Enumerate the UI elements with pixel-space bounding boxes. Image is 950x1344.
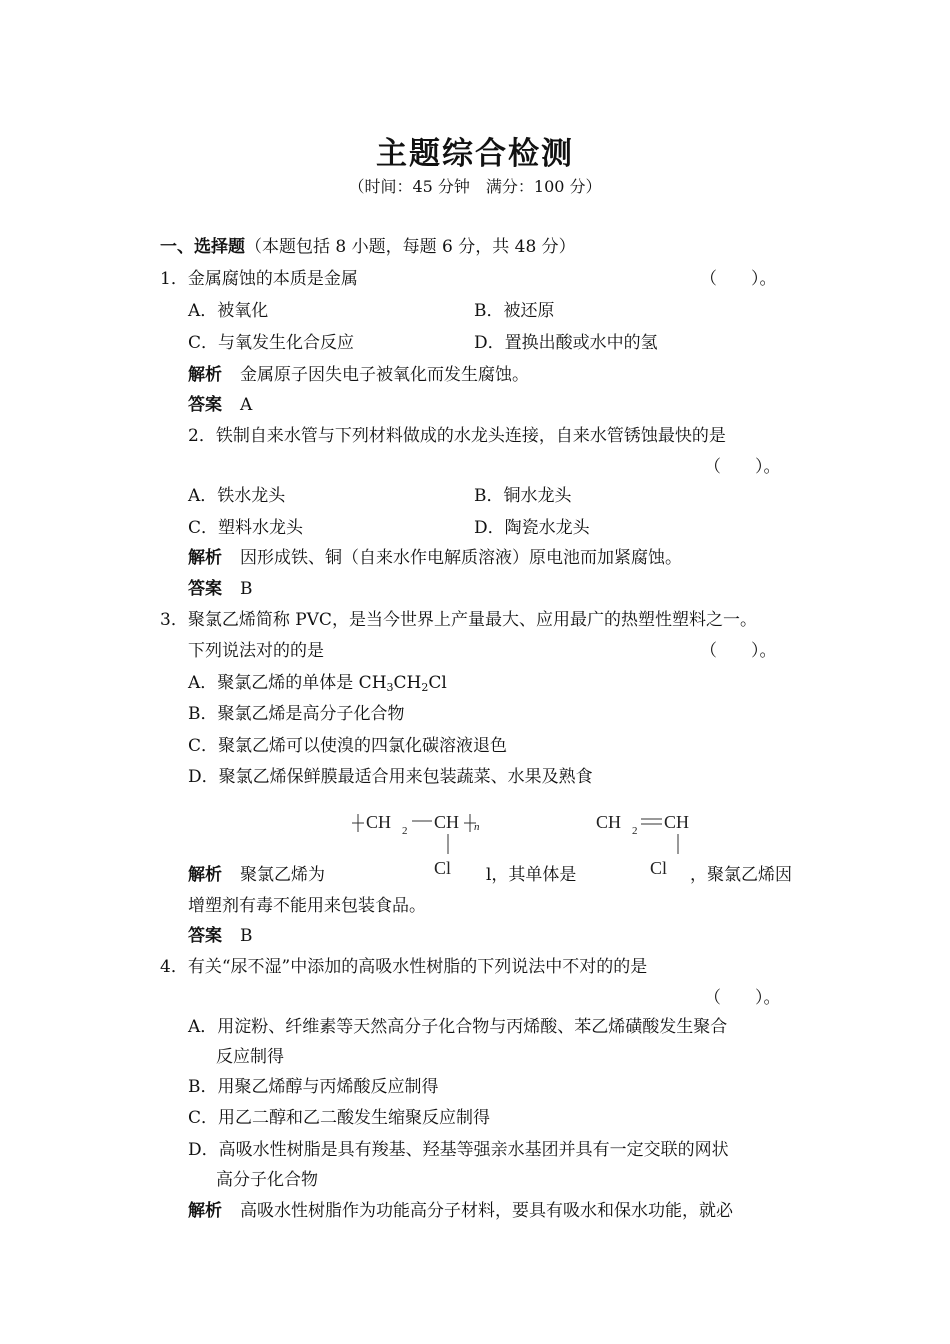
q1-answer-bracket: （ ）。: [700, 269, 777, 289]
answer-label: 答案: [188, 579, 222, 599]
q3-option-a-text: A．聚氯乙烯的单体是 CH: [188, 673, 387, 693]
q1-answer: [188, 394, 252, 416]
q3-analysis: [188, 864, 325, 886]
analysis-label: 解析: [188, 1201, 222, 1221]
q3-option-a-text: CH: [393, 673, 422, 693]
q3-option-d: D．聚氯乙烯保鲜膜最适合用来包装蔬菜、水果及熟食: [188, 767, 593, 787]
q3-answer-value: B: [240, 926, 253, 946]
repeat-n: n: [474, 821, 480, 833]
q3-option-c: C．聚氯乙烯可以使溴的四氯化碳溶液退色: [188, 736, 508, 756]
q1-option-c: C．与氧发生化合反应: [188, 333, 355, 353]
q1-analysis-text: 金属原子因失电子被氧化而发生腐蚀。: [240, 365, 529, 385]
subscript: 2: [402, 825, 408, 837]
q2-option-d: D．陶瓷水龙头: [474, 518, 590, 538]
q3-analysis-text: 聚氯乙烯为: [240, 865, 325, 885]
ch2-group: CH: [366, 812, 392, 832]
q4-option-b: B．用聚乙烯醇与丙烯酸反应制得: [188, 1077, 439, 1097]
cl-atom: Cl: [650, 858, 668, 878]
q2-option-a: A．铁水龙头: [188, 486, 286, 506]
q1-analysis: [188, 364, 529, 386]
q3-option-a-text: Cl: [428, 673, 447, 693]
page-title: 主题综合检测: [376, 136, 574, 172]
analysis-label: 解析: [188, 865, 222, 885]
subscript: 2: [632, 825, 638, 837]
q3-option-b: B．聚氯乙烯是高分子化合物: [188, 704, 405, 724]
q3-answer: [188, 925, 253, 947]
q4-answer-bracket: （ ）。: [704, 988, 781, 1008]
page-subtitle: （时间：45 分钟 满分：100 分）: [348, 177, 602, 196]
q3-analysis-line2: 增塑剂有毒不能用来包装食品。: [188, 896, 426, 916]
q2-option-b: B．铜水龙头: [474, 486, 572, 506]
q4-option-d-line2: 高分子化合物: [216, 1170, 318, 1190]
q1-option-d: D．置换出酸或水中的氢: [474, 333, 658, 353]
q1-stem: 1．金属腐蚀的本质是金属: [160, 269, 358, 289]
q3-analysis-mid: l，其单体是: [486, 865, 577, 885]
q4-option-a-line1: A．用淀粉、纤维素等天然高分子化合物与丙烯酸、苯乙烯磺酸发生聚合: [188, 1017, 728, 1037]
q2-answer: [188, 578, 253, 600]
q4-option-a-line2: 反应制得: [216, 1047, 284, 1067]
section-note: （本题包括 8 小题，每题 6 分，共 48 分）: [245, 237, 576, 257]
q3-answer-bracket: （ ）。: [700, 641, 777, 661]
q4-option-d-line1: D．高吸水性树脂是具有羧基、羟基等强亲水基团并具有一定交联的网状: [188, 1140, 729, 1160]
ch-group: CH: [664, 812, 690, 832]
subscript: 2: [421, 681, 429, 694]
pvc-polymer-formula: [350, 804, 490, 880]
section-label: 一、选择题: [160, 237, 245, 257]
q2-option-c: C．塑料水龙头: [188, 518, 304, 538]
q3-analysis-end: ，聚氯乙烯因: [690, 865, 792, 885]
q3-stem-line2: 下列说法对的的是: [188, 641, 324, 661]
ch-group: CH: [434, 812, 460, 832]
ch2-group: CH: [596, 812, 622, 832]
answer-label: 答案: [188, 926, 222, 946]
q3-stem-line1: 3．聚氯乙烯简称 PVC，是当今世界上产量最大、应用最广的热塑性塑料之一。: [160, 610, 757, 630]
q4-stem: 4．有关“尿不湿”中添加的高吸水性树脂的下列说法中不对的的是: [160, 957, 648, 977]
subscript: 3: [386, 681, 394, 694]
cl-atom: Cl: [434, 858, 452, 878]
q4-option-c: C．用乙二醇和乙二酸发生缩聚反应制得: [188, 1108, 491, 1128]
answer-label: 答案: [188, 395, 222, 415]
vinyl-chloride-formula: [594, 804, 694, 880]
q2-answer-value: B: [240, 579, 253, 599]
q2-answer-bracket: （ ）。: [704, 457, 781, 477]
analysis-label: 解析: [188, 365, 222, 385]
q1-option-b: B．被还原: [474, 301, 555, 321]
q2-analysis-text: 因形成铁、铜（自来水作电解质溶液）原电池而加紧腐蚀。: [240, 548, 682, 568]
analysis-label: 解析: [188, 548, 222, 568]
q2-stem: 2．铁制自来水管与下列材料做成的水龙头连接，自来水管锈蚀最快的是: [188, 426, 726, 446]
q2-analysis: [188, 547, 682, 569]
q1-answer-value: A: [240, 395, 253, 415]
q1-option-a: A．被氧化: [188, 301, 269, 321]
q4-analysis-text: 高吸水性树脂作为功能高分子材料，要具有吸水和保水功能，就必: [240, 1201, 733, 1221]
q4-analysis: [188, 1200, 733, 1222]
section-heading: [160, 236, 576, 258]
q3-option-a: [188, 672, 447, 694]
